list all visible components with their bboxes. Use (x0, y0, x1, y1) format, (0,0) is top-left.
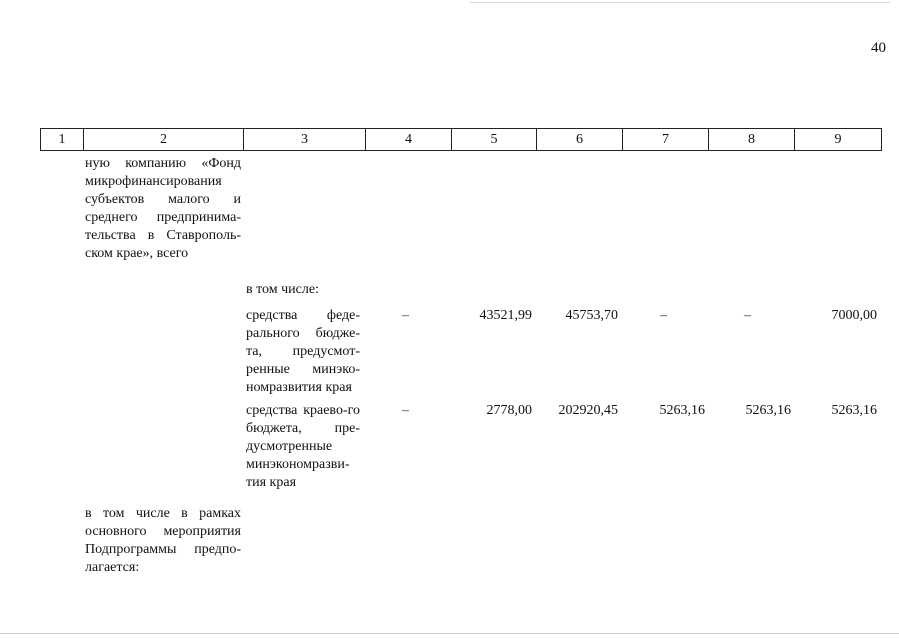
column-header-3: 3 (244, 129, 366, 151)
main-event-note-cell: в том числе в рамках основного мероприятия Подпрограммы предпо-лагается: (85, 506, 241, 575)
column-header-8: 8 (709, 129, 795, 151)
regional-funds-label: средства краево-го бюджета, пре-дусмотренные минэкономразви-тия края (246, 403, 360, 490)
federal-col4-value: – (402, 308, 409, 323)
federal-col8-value: – (744, 308, 751, 323)
regional-col5-value: 2778,00 (486, 403, 532, 418)
regional-col9-value: 5263,16 (831, 403, 877, 418)
column-header-4: 4 (366, 129, 452, 151)
regional-col7-value: 5263,16 (659, 403, 705, 418)
federal-funds-label: средства феде-рального бюдже-та, предусмот-ренные минэко-номразвития края (246, 308, 360, 395)
column-header-5: 5 (452, 129, 537, 151)
scan-edge-top (470, 2, 890, 3)
including-label: в том числе: (246, 282, 319, 297)
federal-col7-value: – (660, 308, 667, 323)
column-header-7: 7 (623, 129, 709, 151)
column-header-2: 2 (84, 129, 244, 151)
column-header-6: 6 (537, 129, 623, 151)
column-header-9: 9 (795, 129, 882, 151)
federal-col9-value: 7000,00 (831, 308, 877, 323)
fund-description-cell: ную компанию «Фонд микрофинансирования субъектов малого и среднего предпринима-тельства в Ставрополь-ском крае», всего (85, 156, 241, 261)
column-header-1: 1 (41, 129, 84, 151)
federal-col5-value: 43521,99 (479, 308, 532, 323)
regional-col6-value: 202920,45 (558, 403, 618, 418)
scan-edge-bottom (0, 633, 899, 634)
page-number: 40 (871, 40, 886, 56)
federal-col6-value: 45753,70 (565, 308, 618, 323)
regional-col4-value: – (402, 403, 409, 418)
regional-col8-value: 5263,16 (745, 403, 791, 418)
column-number-header (40, 128, 882, 151)
